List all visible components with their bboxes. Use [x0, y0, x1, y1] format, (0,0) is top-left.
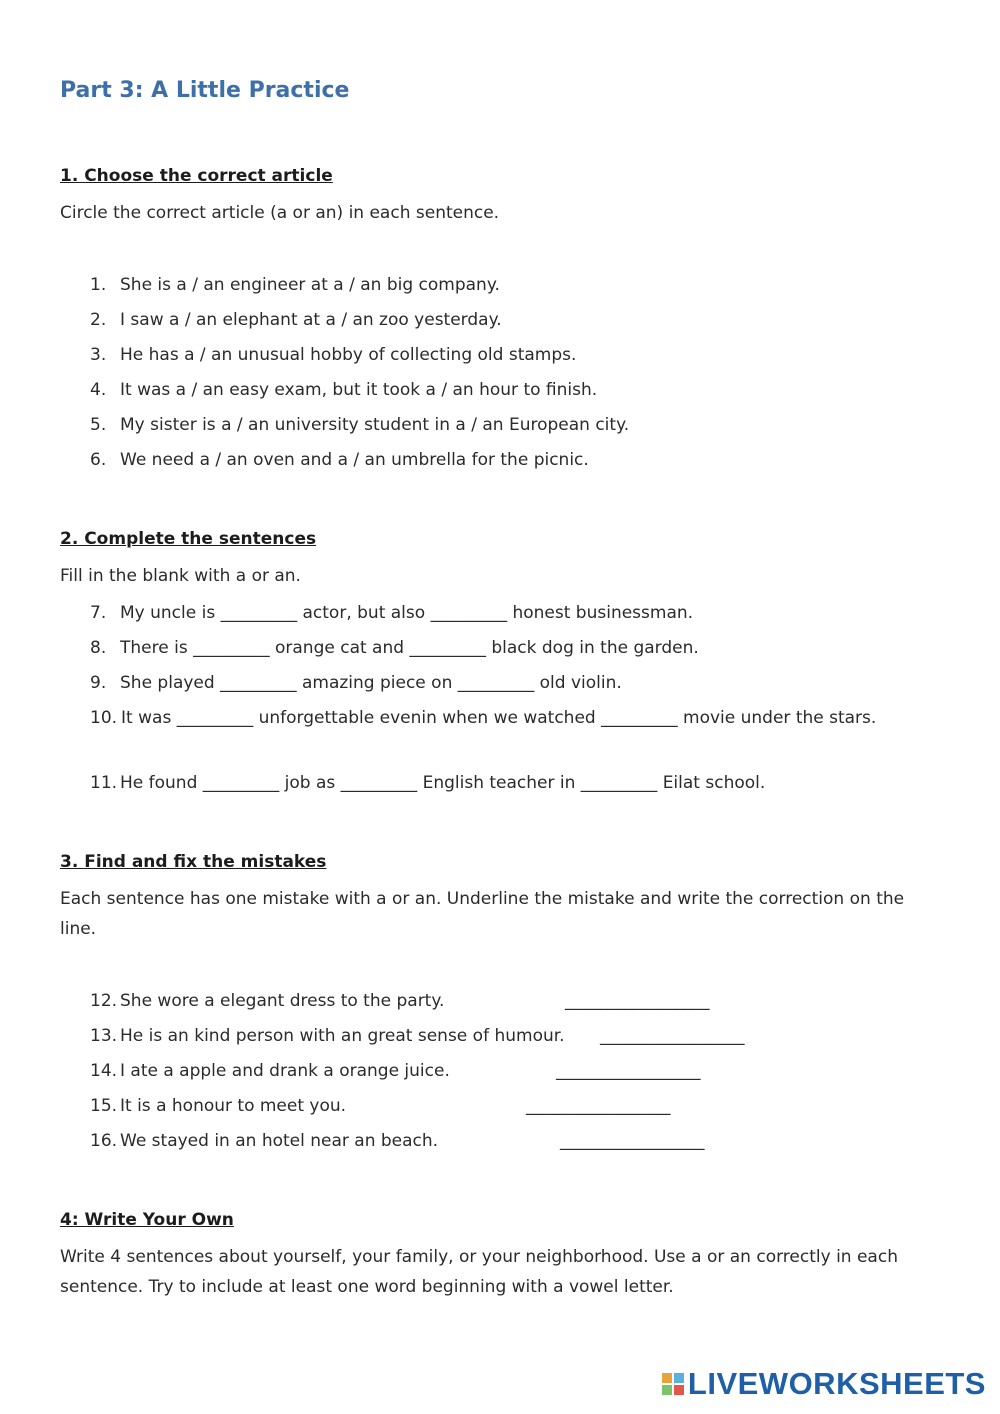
list-item	[90, 270, 920, 300]
item-text: She played _________ amazing piece on _________ old violin.	[120, 673, 622, 693]
item-number: 5.	[90, 415, 107, 435]
logo-text: LIVEWORKSHEETS	[687, 1366, 986, 1401]
section2-heading: 2. Complete the sentences	[60, 529, 317, 549]
list-item	[90, 633, 920, 663]
list-item	[90, 986, 550, 1016]
page-title: Part 3: A Little Practice	[60, 78, 350, 103]
list-item	[90, 445, 920, 475]
answer-line[interactable]: _________________	[600, 1026, 745, 1046]
item-text: My uncle is _________ actor, but also _________ honest businessman.	[120, 603, 694, 623]
list-item	[90, 410, 920, 440]
item-number: 11.	[90, 773, 118, 793]
list-item	[90, 340, 920, 370]
list-item	[90, 375, 920, 405]
item-text: We need a / an oven and a / an umbrella for the picnic.	[120, 450, 589, 470]
section1-heading: 1. Choose the correct article	[60, 166, 333, 186]
item-text: She is a / an engineer at a / an big company.	[120, 275, 500, 295]
item-number: 6.	[90, 450, 107, 470]
liveworksheets-logo	[662, 1366, 986, 1402]
section3-instruction: Each sentence has one mistake with a or an. Underline the mistake and write the correction on the line.	[60, 889, 905, 939]
list-item	[90, 1021, 600, 1051]
item-number: 3.	[90, 345, 107, 365]
section4-instruction: Write 4 sentences about yourself, your family, or your neighborhood. Use a or an correctly in each sentence. Try to include at least one word beginning with a vowel letter.	[60, 1247, 898, 1297]
item-text: She wore a elegant dress to the party.	[120, 991, 445, 1011]
item-text: It is a honour to meet you.	[120, 1096, 347, 1116]
item-number: 10.	[90, 708, 118, 728]
list-item	[90, 668, 920, 698]
item-number: 13.	[90, 1026, 118, 1046]
item-number: 1.	[90, 275, 107, 295]
item-number: 9.	[90, 673, 107, 693]
item-text: He has a / an unusual hobby of collecting old stamps.	[120, 345, 577, 365]
answer-line[interactable]: _________________	[560, 1131, 705, 1151]
list-item	[90, 305, 920, 335]
list-item	[90, 1056, 550, 1086]
item-number: 16.	[90, 1131, 118, 1151]
section3-heading: 3. Find and fix the mistakes	[60, 852, 327, 872]
item-text: It was a / an easy exam, but it took a / an hour to finish.	[120, 380, 598, 400]
list-item	[90, 1126, 550, 1156]
item-text: There is _________ orange cat and _________ black dog in the garden.	[120, 638, 699, 658]
list-item	[90, 768, 920, 798]
item-text: I saw a / an elephant at a / an zoo yesterday.	[120, 310, 502, 330]
logo-icon	[662, 1373, 684, 1395]
list-item	[90, 598, 920, 628]
item-number: 4.	[90, 380, 107, 400]
item-text: I ate a apple and drank a orange juice.	[120, 1061, 450, 1081]
item-text: He found _________ job as _________ English teacher in _________ Eilat school.	[120, 773, 766, 793]
item-number: 14.	[90, 1061, 118, 1081]
item-number: 15.	[90, 1096, 118, 1116]
item-text: My sister is a / an university student in a / an European city.	[120, 415, 630, 435]
item-number: 8.	[90, 638, 107, 658]
item-text: He is an kind person with an great sense of humour.	[120, 1026, 565, 1046]
item-text: It was _________ unforgettable evenin when we watched _________ movie under the stars.	[121, 708, 877, 728]
item-number: 2.	[90, 310, 107, 330]
section4-heading: 4: Write Your Own	[60, 1210, 234, 1230]
list-item	[90, 1091, 510, 1121]
section2-instruction: Fill in the blank with a or an.	[60, 566, 301, 586]
section1-instruction: Circle the correct article (a or an) in each sentence.	[60, 203, 500, 223]
answer-line[interactable]: _________________	[526, 1096, 671, 1116]
item-text: We stayed in an hotel near an beach.	[120, 1131, 439, 1151]
answer-line[interactable]: _________________	[565, 991, 710, 1011]
list-item	[90, 703, 910, 733]
answer-line[interactable]: _________________	[556, 1061, 701, 1081]
item-number: 12.	[90, 991, 118, 1011]
item-number: 7.	[90, 603, 107, 623]
